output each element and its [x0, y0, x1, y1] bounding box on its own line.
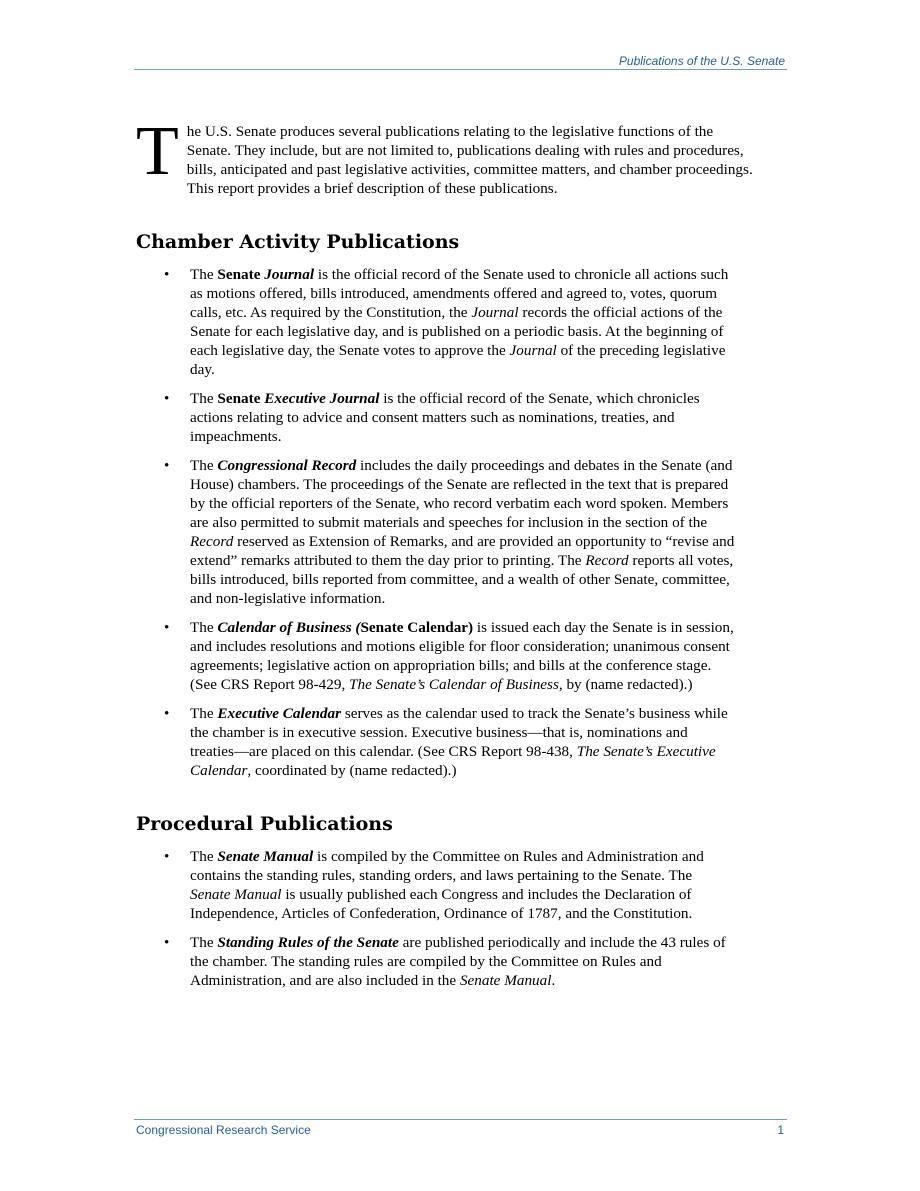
footer-rule — [134, 1119, 787, 1120]
text-run: Senate Manual — [190, 886, 282, 903]
text-run: Journal — [471, 304, 519, 321]
text-run: The Senate’s Calendar of Business — [349, 676, 559, 693]
text-run: The — [190, 619, 218, 636]
text-run: is the official record of the Senate used to chronicle all actions such as motions offered, bills introduced, amendments offered and agreed to, votes, quorum calls, etc. As required by the Constitution, the — [190, 266, 729, 321]
bullet-list — [136, 847, 761, 990]
text-run: reports all votes, bills introduced, bills reported from committee, and a wealth of other Senate, committee, and non-legislative information. — [190, 552, 734, 607]
text-run: is compiled by the Committee on Rules and Administration and contains the standing rules, standing orders, and laws pertaining to the Senate. The — [190, 848, 704, 884]
bullet-icon: • — [164, 457, 170, 474]
bullet-icon: • — [164, 619, 170, 636]
text-run: Record — [190, 533, 234, 550]
text-run: records the official actions of the Senate for each legislative day, and is published on a periodic basis. At the beginning of each legislative day, the Senate votes to approve the — [190, 304, 724, 359]
text-run: The — [190, 457, 218, 474]
running-header: Publications of the U.S. Senate — [618, 54, 785, 68]
text-run: Journal — [264, 266, 315, 283]
text-run: Journal — [509, 342, 557, 359]
section-heading: Procedural Publications — [136, 813, 393, 835]
page-number: 1 — [777, 1123, 784, 1137]
drop-cap: T — [136, 113, 179, 190]
text-run: The — [190, 705, 218, 722]
text-run: Executive Calendar — [217, 705, 342, 722]
text-run: The — [190, 266, 218, 283]
list-item — [136, 933, 735, 990]
list-item — [136, 618, 735, 694]
list-item — [136, 847, 735, 923]
bullet-icon: • — [164, 266, 170, 283]
text-run: Senate Calendar) — [360, 619, 474, 636]
text-run: Record — [585, 552, 629, 569]
text-run: Congressional Record — [217, 457, 357, 474]
text-run: Executive Journal — [264, 390, 380, 407]
header-rule — [134, 69, 787, 70]
text-run: reserved as Extension of Remarks, and are provided an opportunity to “revise and extend” remarks attributed to them the day prior to printing. The — [190, 533, 735, 569]
text-run: serves as the calendar used to track the Senate’s business while the chamber is in executive session. Executive business—that is, nominations and treaties—are placed on this calendar. (See CRS Report 98-438, — [190, 705, 728, 760]
bullet-icon: • — [164, 705, 170, 722]
intro-paragraph — [136, 113, 761, 198]
bullet-list — [136, 265, 761, 780]
text-run: Standing Rules of the Senate — [217, 934, 399, 951]
text-run: is usually published each Congress and includes the Declaration of Independence, Articles of Confederation, Ordinance of 1787, and the Constitution. — [190, 886, 693, 922]
text-run: . — [551, 972, 556, 989]
bullet-icon: • — [164, 848, 170, 865]
text-run: of the preceding legislative day. — [190, 342, 726, 378]
text-run: is the official record of the Senate, which chronicles actions relating to advice and consent matters such as nominations, treaties, and impeachments. — [190, 390, 700, 445]
text-run: Senate — [217, 266, 265, 283]
list-item — [136, 389, 735, 446]
text-run: is issued each day the Senate is in session, and includes resolutions and motions eligible for floor consideration; unanimous consent agreements; legislative action on appropriation bills; and bills at the conference stage. (See CRS Report 98-429, — [190, 619, 734, 693]
list-item — [136, 265, 735, 379]
text-run: The — [190, 848, 218, 865]
text-run: Senate — [217, 390, 265, 407]
intro-text: he U.S. Senate produces several publications relating to the legislative functions of the Senate. They include, but are not limited to, publications dealing with rules and procedures, bills, anticipated and past legislative activities, committee matters, and chamber proceedings. This report provides a brief description of these publications. — [186, 123, 753, 197]
text-run: The — [190, 390, 218, 407]
list-item — [136, 704, 735, 780]
text-run: includes the daily proceedings and debates in the Senate (and House) chambers. The proceedings of the Senate are reflected in the text that is prepared by the official reporters of the Senate, who record verbatim each word spoken. Members are also permitted to submit materials and speeches for inclusion in the section of the — [190, 457, 733, 531]
text-run: The — [190, 934, 218, 951]
section-heading: Chamber Activity Publications — [136, 231, 460, 253]
footer-source: Congressional Research Service — [136, 1123, 311, 1137]
bullet-icon: • — [164, 934, 170, 951]
text-run: are published periodically and include the 43 rules of the chamber. The standing rules are compiled by the Committee on Rules and Administration, and are also included in the — [190, 934, 726, 989]
page-body — [136, 113, 761, 1000]
text-run: Senate Manual — [217, 848, 314, 865]
bullet-icon: • — [164, 390, 170, 407]
text-run: Calendar of Business ( — [217, 619, 361, 636]
text-run: , coordinated by (name redacted).) — [247, 762, 457, 779]
text-run: The Senate’s Executive Calendar — [190, 743, 716, 779]
list-item — [136, 456, 735, 608]
text-run: Senate Manual — [459, 972, 552, 989]
sections — [136, 230, 761, 990]
text-run: , by (name redacted).) — [558, 676, 693, 693]
